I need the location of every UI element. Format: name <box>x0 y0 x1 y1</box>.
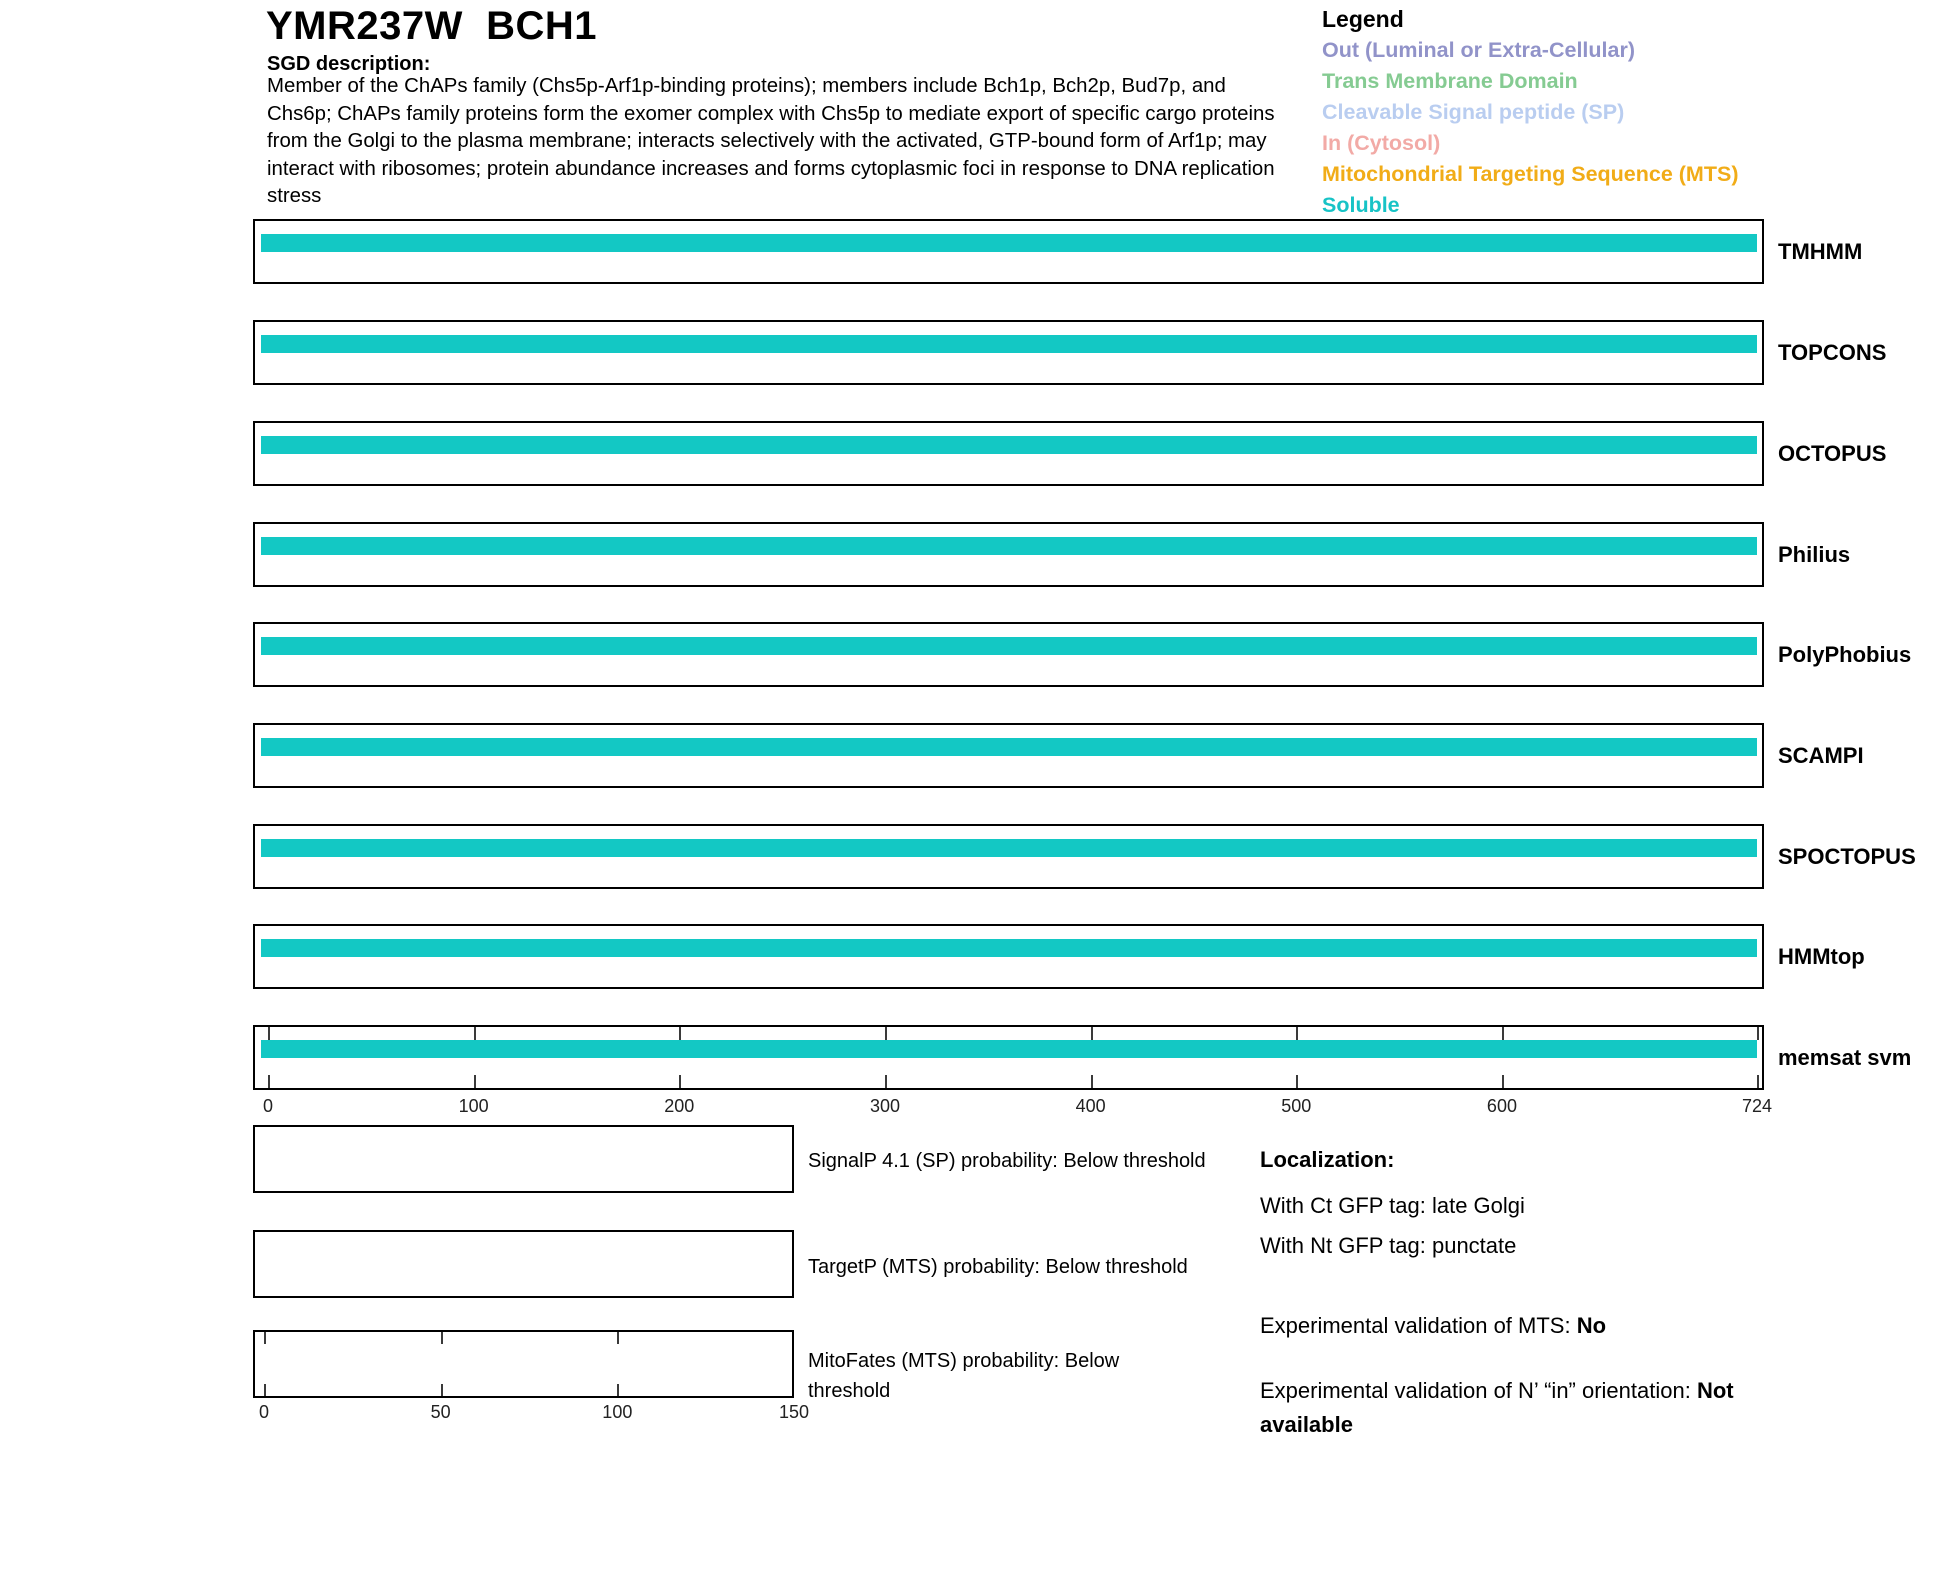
track-label-tmhmm: TMHMM <box>1778 239 1863 264</box>
axis-tick-bottom-0 <box>268 1075 270 1088</box>
page-title: YMR237W BCH1 <box>266 4 598 48</box>
track-box-tmhmm <box>253 219 1764 284</box>
nt-gfp-tag-line: With Nt GFP tag: punctate <box>1260 1233 1517 1258</box>
prob-x-axis-label-150: 150 <box>778 1402 810 1422</box>
x-axis-label-600: 600 <box>1486 1096 1517 1116</box>
axis-tick-top-0 <box>268 1027 270 1040</box>
legend-item-trans-membrane-domain: Trans Membrane Domain <box>1322 69 1578 93</box>
axis-tick-bottom-100 <box>474 1075 476 1088</box>
axis-tick-top-100 <box>474 1027 476 1040</box>
legend-item-out-luminal-or-extra-cellular: Out (Luminal or Extra-Cellular) <box>1322 38 1635 62</box>
x-axis-label-200: 200 <box>664 1096 695 1116</box>
orientation-validation-prefix: Experimental validation of N’ “in” orientation: <box>1260 1378 1697 1403</box>
track-segment-soluble <box>261 234 1757 252</box>
track-segment-soluble <box>261 335 1757 353</box>
axis-tick-bottom-200 <box>679 1075 681 1088</box>
axis-tick-top-200 <box>679 1027 681 1040</box>
x-axis-label-400: 400 <box>1075 1096 1106 1116</box>
track-label-polyphobius: PolyPhobius <box>1778 642 1912 667</box>
orientation-validation-value: Not available <box>1260 1378 1734 1437</box>
prob-box-targetp-mts <box>253 1230 794 1298</box>
track-box-memsat-svm <box>253 1025 1764 1090</box>
track-segment-soluble <box>261 436 1757 454</box>
track-label-spoctopus: SPOCTOPUS <box>1778 844 1916 869</box>
prob-tick-top-100 <box>617 1332 619 1344</box>
axis-tick-bottom-300 <box>885 1075 887 1088</box>
track-segment-soluble <box>261 1040 1757 1058</box>
legend-title: Legend <box>1322 6 1404 32</box>
track-segment-soluble <box>261 637 1757 655</box>
x-axis-label-500: 500 <box>1281 1096 1312 1116</box>
legend-item-in-cytosol: In (Cytosol) <box>1322 131 1441 155</box>
localization-title: Localization: <box>1260 1147 1395 1172</box>
track-box-polyphobius <box>253 622 1764 687</box>
axis-tick-bottom-724 <box>1757 1075 1759 1088</box>
axis-tick-top-300 <box>885 1027 887 1040</box>
legend-item-mitochondrial-targeting-sequence-mts: Mitochondrial Targeting Sequence (MTS) <box>1322 162 1739 186</box>
axis-tick-top-400 <box>1091 1027 1093 1040</box>
track-label-topcons: TOPCONS <box>1778 340 1887 365</box>
track-box-scampi <box>253 723 1764 788</box>
prob-box-mitofates-mts <box>253 1330 794 1398</box>
axis-tick-top-724 <box>1757 1027 1759 1040</box>
sgd-description-label: SGD description: <box>267 53 431 75</box>
legend-item-cleavable-signal-peptide-sp: Cleavable Signal peptide (SP) <box>1322 100 1625 124</box>
orientation-validation-line <box>1260 1374 1816 1442</box>
track-box-hmmtop <box>253 924 1764 989</box>
track-segment-soluble <box>261 939 1757 957</box>
prob-label-targetp-mts: TargetP (MTS) probability: Below threshold <box>808 1256 1188 1278</box>
mts-validation-value: No <box>1576 1313 1607 1338</box>
track-segment-soluble <box>261 738 1757 756</box>
axis-tick-bottom-600 <box>1502 1075 1504 1088</box>
prob-tick-bottom-0 <box>264 1384 266 1396</box>
track-box-topcons <box>253 320 1764 385</box>
prob-tick-top-0 <box>264 1332 266 1344</box>
sgd-description-text: Member of the ChAPs family (Chs5p-Arf1p-binding proteins); members include Bch1p, Bch2p, Bud7p, and Chs6p; ChAPs family proteins form the exomer complex with Chs5p to mediate export of specific cargo proteins from the Golgi to the plasma membrane; interacts selectively with the activated, GTP-bound form of Arf1p; may interact with ribosomes; protein abundance increases and forms cytoplasmic foci in response to DNA replication stress <box>267 75 1275 208</box>
axis-tick-top-500 <box>1296 1027 1298 1040</box>
track-box-octopus <box>253 421 1764 486</box>
x-axis-label-0: 0 <box>262 1096 274 1116</box>
track-segment-soluble <box>261 839 1757 857</box>
prob-tick-bottom-50 <box>441 1384 443 1396</box>
track-label-philius: Philius <box>1778 542 1851 567</box>
track-label-octopus: OCTOPUS <box>1778 441 1887 466</box>
axis-tick-bottom-500 <box>1296 1075 1298 1088</box>
x-axis-label-100: 100 <box>458 1096 489 1116</box>
legend-item-soluble: Soluble <box>1322 193 1400 217</box>
axis-tick-bottom-400 <box>1091 1075 1093 1088</box>
prob-box-signalp-4-1-sp <box>253 1125 794 1193</box>
prob-label-mitofates-mts: MitoFates (MTS) probability: Below threshold <box>808 1350 1120 1402</box>
ct-gfp-tag-line: With Ct GFP tag: late Golgi <box>1260 1193 1525 1218</box>
x-axis-label-300: 300 <box>869 1096 900 1116</box>
axis-tick-top-600 <box>1502 1027 1504 1040</box>
track-box-philius <box>253 522 1764 587</box>
prob-x-axis-label-100: 100 <box>602 1402 633 1422</box>
track-box-spoctopus <box>253 824 1764 889</box>
track-label-memsat-svm: memsat svm <box>1778 1045 1912 1070</box>
prob-x-axis-label-50: 50 <box>430 1402 451 1422</box>
track-label-scampi: SCAMPI <box>1778 743 1864 768</box>
prob-tick-bottom-100 <box>617 1384 619 1396</box>
track-segment-soluble <box>261 537 1757 555</box>
prob-tick-top-50 <box>441 1332 443 1344</box>
track-label-hmmtop: HMMtop <box>1778 944 1865 969</box>
mts-validation-line <box>1260 1312 1606 1340</box>
prob-x-axis-label-0: 0 <box>258 1402 270 1422</box>
mts-validation-prefix: Experimental validation of MTS: <box>1260 1313 1577 1338</box>
prob-label-signalp-4-1-sp: SignalP 4.1 (SP) probability: Below threshold <box>808 1150 1206 1172</box>
x-axis-label-724: 724 <box>1741 1096 1772 1116</box>
